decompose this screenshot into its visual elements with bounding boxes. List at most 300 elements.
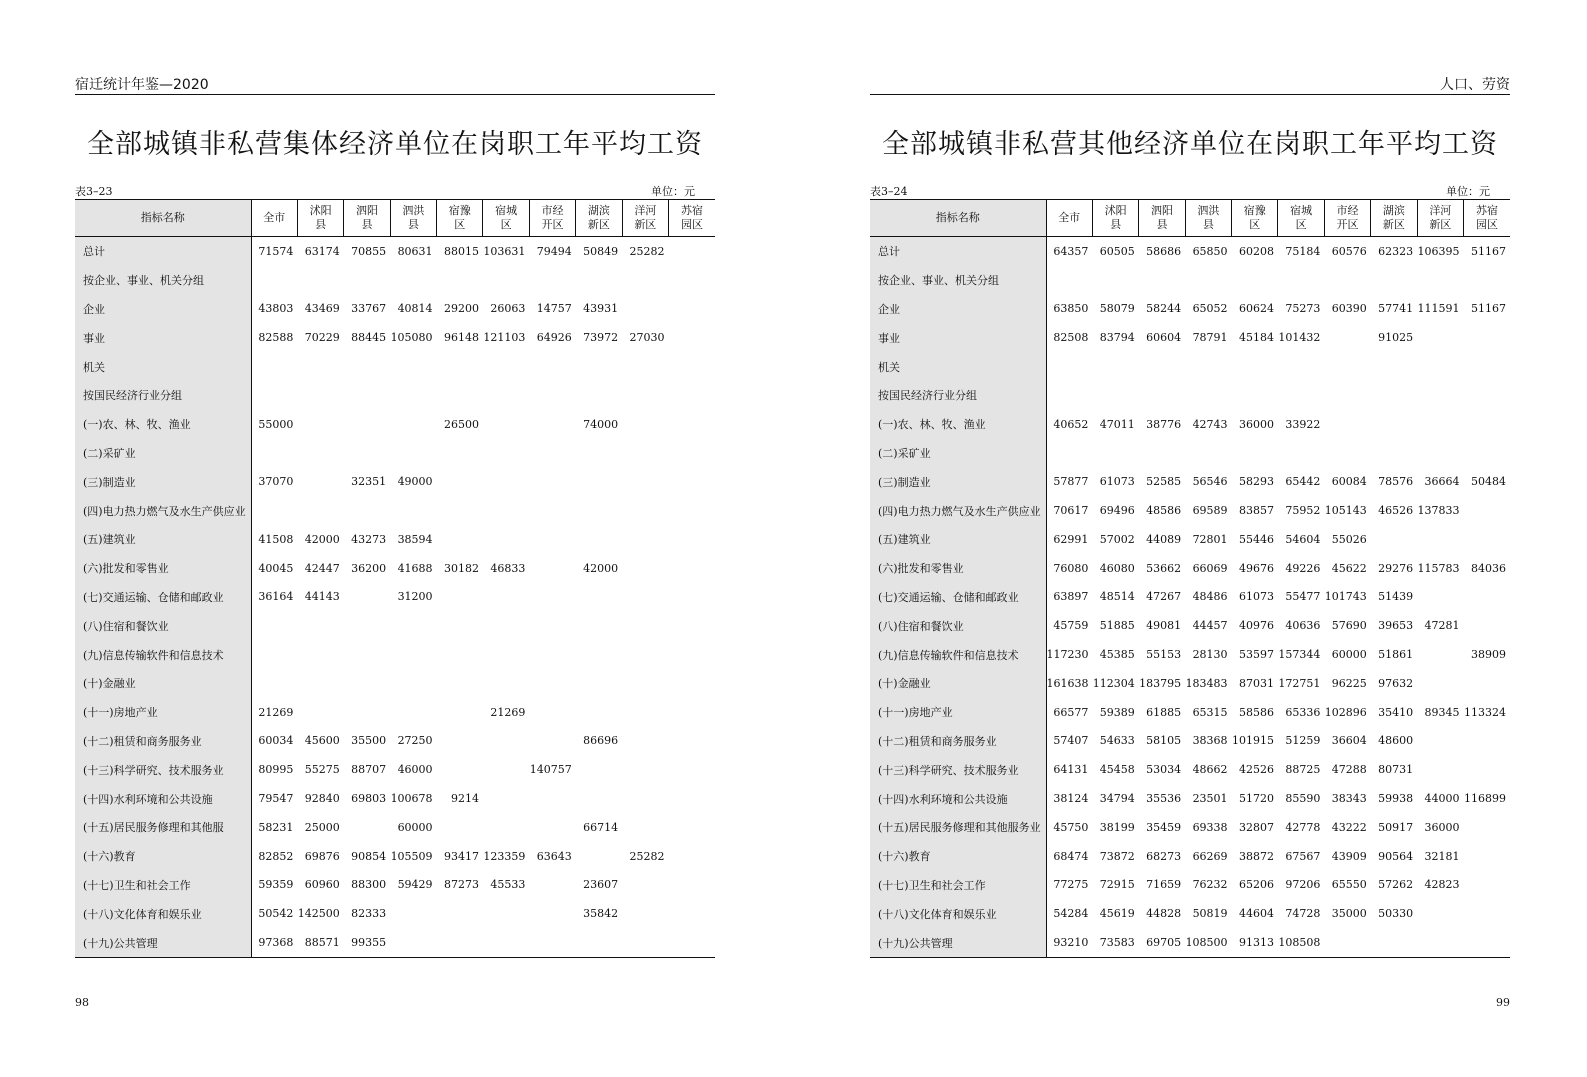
table-cell [622,871,668,900]
table-cell: 65206 [1238,878,1274,892]
table-cell [1185,352,1231,381]
row-label: (十三)科学研究、技术服务业 [75,755,251,784]
table-cell: 45619 [1099,907,1135,921]
table-cell [669,266,715,295]
table-cell: 48662 [1192,763,1228,777]
table-cell [437,755,483,784]
row-label: (十三)科学研究、技术服务业 [870,755,1046,784]
table-cell: 60000 [397,820,433,834]
table-cell [622,669,668,698]
table-cell: 87031 [1238,676,1274,690]
table-cell: 97206 [1285,878,1321,892]
table-cell: 48514 [1099,590,1135,604]
table-cell: 49676 [1238,561,1274,575]
table-row [75,352,715,381]
table-row [75,899,715,928]
table-cell [483,266,529,295]
table-cell [1464,496,1510,525]
table-cell [297,381,343,410]
table-cell: 105080 [390,331,433,345]
table-cell [297,352,343,381]
table-cell: 61073 [1099,475,1135,489]
table-cell [669,525,715,554]
table-cell: 84036 [1471,561,1506,575]
row-label: (一)农、林、牧、渔业 [75,410,251,439]
table-cell [297,611,343,640]
table-cell: 71659 [1146,878,1182,892]
table-row [75,525,715,554]
table-cell [1417,583,1463,612]
table-cell: 72915 [1099,878,1135,892]
table-cell: 48586 [1146,504,1182,518]
table-cell: 80631 [397,244,433,258]
table-cell: 55153 [1146,648,1182,662]
table-row [870,698,1510,727]
table-cell [622,467,668,496]
table-cell: 44457 [1192,619,1228,633]
table-cell: 53597 [1238,648,1274,662]
table-cell [576,928,622,957]
table-cell: 93417 [443,849,479,863]
table-cell [344,583,390,612]
table-row [870,381,1510,410]
table-cell [251,439,297,468]
table-cell: 37070 [258,475,294,489]
table-cell [251,266,297,295]
column-header: 洋河 新区 [1417,200,1463,237]
column-header: 宿豫 区 [1232,200,1278,237]
table-cell [251,496,297,525]
table-cell [1139,439,1185,468]
table-cell: 58244 [1146,302,1182,316]
table-cell [1046,381,1092,410]
table-cell [576,611,622,640]
table-cell: 45759 [1053,619,1089,633]
table-cell: 38872 [1238,849,1274,863]
table-cell [1371,352,1417,381]
table-cell [1232,381,1278,410]
row-label: (一)农、林、牧、渔业 [870,410,1046,439]
table-cell: 115783 [1417,561,1460,575]
table-cell: 77275 [1053,878,1089,892]
table-cell: 39653 [1378,619,1414,633]
table-cell [1464,352,1510,381]
table-row [75,439,715,468]
row-label: 总计 [870,237,1046,266]
table-cell [1324,266,1370,295]
table-cell [483,640,529,669]
table-cell: 38199 [1099,820,1135,834]
table-cell: 105143 [1324,504,1367,518]
table-cell: 65315 [1192,705,1228,719]
table-cell: 14757 [536,302,572,316]
table-cell: 58293 [1238,475,1274,489]
table-cell: 140757 [529,763,572,777]
wage-table [870,199,1510,958]
table-cell: 56546 [1192,475,1228,489]
table-cell: 70229 [304,331,340,345]
table-cell [622,439,668,468]
table-cell: 57002 [1099,532,1135,546]
table-cell: 74000 [583,417,619,431]
row-label: (五)建筑业 [75,525,251,554]
row-label: (三)制造业 [75,467,251,496]
table-cell: 45385 [1099,648,1135,662]
table-cell: 35410 [1378,705,1414,719]
column-header: 洋河 新区 [622,200,668,237]
row-label: 按企业、事业、机关分组 [870,266,1046,295]
page-number: 99 [1496,996,1510,1009]
table-cell: 50330 [1378,907,1414,921]
table-cell: 45750 [1053,820,1089,834]
table-cell [576,381,622,410]
table-cell: 36604 [1331,734,1367,748]
table-cell: 106395 [1417,244,1460,258]
table-cell: 55000 [258,417,294,431]
table-cell [1046,266,1092,295]
table-cell [669,323,715,352]
table-cell [622,381,668,410]
table-cell: 97368 [251,928,297,957]
table-cell: 44000 [1424,792,1460,806]
table-cell [1185,381,1231,410]
table-cell: 51259 [1285,734,1321,748]
table-cell: 76232 [1192,878,1228,892]
table-row [75,583,715,612]
table-cell: 44089 [1146,532,1182,546]
table-cell: 101432 [1278,331,1321,345]
table-cell: 42000 [583,561,619,575]
table-cell: 30182 [443,561,479,575]
table-cell [437,439,483,468]
table-cell: 80731 [1378,763,1414,777]
column-header: 湖滨 新区 [576,200,622,237]
table-cell [344,669,390,698]
table-cell [1417,525,1463,554]
table-cell: 64131 [1053,763,1089,777]
table-cell: 47288 [1331,763,1367,777]
table-cell: 82588 [258,331,294,345]
row-label: (十五)居民服务修理和其他服务业 [870,813,1046,842]
table-cell [437,640,483,669]
table-cell: 61073 [1238,590,1274,604]
table-cell: 32351 [351,475,387,489]
table-number: 表3–24 [870,185,908,198]
row-label: (十五)居民服务修理和其他服 [75,813,251,842]
table-cell [1139,381,1185,410]
table-cell [1464,266,1510,295]
table-cell: 78791 [1192,331,1228,345]
row-label: (四)电力热力燃气及水生产供应业 [75,496,251,525]
table-cell [297,640,343,669]
table-cell [344,813,390,842]
table-cell [390,640,436,669]
table-cell: 83857 [1238,504,1274,518]
table-cell: 42743 [1192,417,1228,431]
table-cell [437,813,483,842]
table-cell: 59429 [397,878,433,892]
table-cell [344,381,390,410]
table-cell [1092,381,1138,410]
table-cell: 35536 [1146,792,1182,806]
table-cell: 60034 [258,734,294,748]
table-cell: 23607 [583,878,619,892]
table-cell: 183795 [1139,676,1182,690]
table-cell: 63643 [536,849,572,863]
table-cell [622,266,668,295]
table-cell: 92840 [304,792,340,806]
table-cell [437,525,483,554]
table-cell [669,755,715,784]
table-cell [622,352,668,381]
table-cell: 54284 [1053,907,1089,921]
table-cell [669,237,715,266]
row-label: (九)信息传输软件和信息技术 [75,640,251,669]
table-cell [529,669,575,698]
table-cell: 65336 [1285,705,1321,719]
table-cell [437,611,483,640]
table-cell: 51885 [1099,619,1135,633]
table-cell [1371,266,1417,295]
table-cell: 44828 [1146,907,1182,921]
table-cell [483,813,529,842]
table-cell: 41508 [258,532,294,546]
table-cell [1092,266,1138,295]
table-cell [483,352,529,381]
table-cell: 55477 [1285,590,1321,604]
table-cell [669,611,715,640]
row-label: (十九)公共管理 [75,928,251,957]
table-cell [437,583,483,612]
row-label: (七)交通运输、仓储和邮政业 [870,583,1046,612]
table-cell [529,727,575,756]
column-header-indicator: 指标名称 [75,200,251,237]
table-cell: 55026 [1331,532,1367,546]
table-cell [483,583,529,612]
table-cell: 86696 [583,734,619,748]
column-header: 泗洪 县 [1185,200,1231,237]
table-cell: 60000 [1331,648,1367,662]
table-cell: 100678 [390,792,433,806]
table-cell: 89345 [1424,705,1460,719]
table-cell: 25282 [629,244,665,258]
table-cell [622,496,668,525]
table-cell [1185,439,1231,468]
table-row [870,439,1510,468]
table-cell: 45622 [1331,561,1367,575]
row-label: 机关 [870,352,1046,381]
page-number: 98 [75,996,89,1009]
table-cell: 41688 [397,561,433,575]
table-cell: 66269 [1192,849,1228,863]
table-cell: 65052 [1192,302,1228,316]
table-cell: 38343 [1331,792,1367,806]
table-cell [1464,842,1510,871]
table-cell [576,698,622,727]
table-cell: 57407 [1053,734,1089,748]
table-cell [437,698,483,727]
table-cell: 62323 [1378,244,1414,258]
table-row [75,381,715,410]
table-cell [1464,439,1510,468]
table-cell [344,266,390,295]
table-cell [1092,352,1138,381]
table-row [870,871,1510,900]
table-cell: 43931 [583,302,619,316]
table-cell: 64926 [536,331,572,345]
table-cell: 57262 [1378,878,1414,892]
table-cell [437,899,483,928]
table-row [75,611,715,640]
table-cell [1417,323,1463,352]
table-cell [1464,410,1510,439]
table-cell: 21269 [490,705,526,719]
table-cell: 93210 [1046,928,1092,957]
table-cell: 49000 [397,475,433,489]
page-title: 全部城镇非私营其他经济单位在岗职工年平均工资 [882,129,1498,160]
table-cell [1046,439,1092,468]
table-cell: 26500 [443,417,479,431]
table-cell: 42823 [1424,878,1460,892]
table-cell: 66577 [1053,705,1089,719]
table-cell [622,813,668,842]
table-cell: 26063 [490,302,526,316]
table-cell [1185,266,1231,295]
table-cell: 42778 [1285,820,1321,834]
table-cell [297,467,343,496]
table-cell: 60604 [1146,331,1182,345]
table-cell [1417,439,1463,468]
column-header: 泗阳 县 [1139,200,1185,237]
table-cell: 43803 [258,302,294,316]
table-cell [1232,266,1278,295]
table-cell [437,381,483,410]
table-row [75,871,715,900]
row-label: (二)采矿业 [75,439,251,468]
table-cell: 112304 [1092,676,1135,690]
table-row [75,496,715,525]
table-row [870,611,1510,640]
table-cell: 23501 [1192,792,1228,806]
row-label: 按国民经济行业分组 [75,381,251,410]
table-cell: 58231 [258,820,294,834]
table-cell [483,669,529,698]
table-cell: 49081 [1146,619,1182,633]
table-cell: 161638 [1046,676,1089,690]
table-cell [1464,611,1510,640]
table-cell: 46526 [1378,504,1414,518]
table-cell: 29200 [443,302,479,316]
table-cell: 53662 [1146,561,1182,575]
table-cell [1139,266,1185,295]
row-label: (十)金融业 [870,669,1046,698]
table-cell: 25282 [629,849,665,863]
table-cell: 21269 [258,705,294,719]
table-cell [1464,813,1510,842]
table-cell: 60084 [1331,475,1367,489]
table-cell [251,611,297,640]
table-cell: 88015 [443,244,479,258]
table-cell: 42000 [304,532,340,546]
table-row [75,237,715,266]
row-label: (十一)房地产业 [870,698,1046,727]
table-cell [576,525,622,554]
table-cell [529,266,575,295]
table-cell [1371,928,1417,957]
table-cell: 96148 [443,331,479,345]
row-label: (十四)水利环境和公共设施 [75,784,251,813]
table-cell: 36164 [258,590,294,604]
table-cell [529,813,575,842]
row-label: (六)批发和零售业 [870,554,1046,583]
table-cell [669,295,715,324]
table-cell: 58079 [1099,302,1135,316]
row-label: 机关 [75,352,251,381]
table-cell: 48600 [1378,734,1414,748]
table-cell [1139,352,1185,381]
table-cell: 29276 [1378,561,1414,575]
table-cell [1417,352,1463,381]
table-cell [529,439,575,468]
table-cell: 82852 [258,849,294,863]
table-cell [669,727,715,756]
row-label: (十一)房地产业 [75,698,251,727]
table-cell: 42526 [1238,763,1274,777]
table-row [870,784,1510,813]
left-page [75,0,715,1077]
table-cell [669,784,715,813]
table-cell: 50542 [258,907,294,921]
row-label: (八)住宿和餐饮业 [870,611,1046,640]
row-label: (十七)卫生和社会工作 [870,871,1046,900]
table-cell [1232,439,1278,468]
row-label: 按企业、事业、机关分组 [75,266,251,295]
table-row [870,669,1510,698]
table-cell: 38368 [1192,734,1228,748]
table-cell [669,871,715,900]
table-cell: 88445 [351,331,387,345]
table-cell: 57741 [1378,302,1414,316]
table-cell [1464,669,1510,698]
table-cell: 51720 [1238,792,1274,806]
table-cell: 75184 [1285,244,1321,258]
table-cell: 74728 [1285,907,1321,921]
table-cell [251,669,297,698]
table-cell: 35000 [1331,907,1367,921]
table-cell [390,611,436,640]
row-label: 事业 [870,323,1046,352]
table-cell [483,611,529,640]
table-cell: 102896 [1324,705,1367,719]
table-cell [669,842,715,871]
table-cell [1371,381,1417,410]
wage-table [75,199,715,958]
table-cell: 63897 [1053,590,1089,604]
table-cell [483,410,529,439]
table-cell [483,381,529,410]
table-cell [483,727,529,756]
table-cell: 45533 [490,878,526,892]
table-cell [622,899,668,928]
table-cell [529,640,575,669]
table-cell [251,640,297,669]
table-cell: 69496 [1099,504,1135,518]
table-cell [669,352,715,381]
table-cell: 40652 [1053,417,1089,431]
table-cell [483,755,529,784]
table-cell: 69876 [304,849,340,863]
table-cell: 38776 [1146,417,1182,431]
